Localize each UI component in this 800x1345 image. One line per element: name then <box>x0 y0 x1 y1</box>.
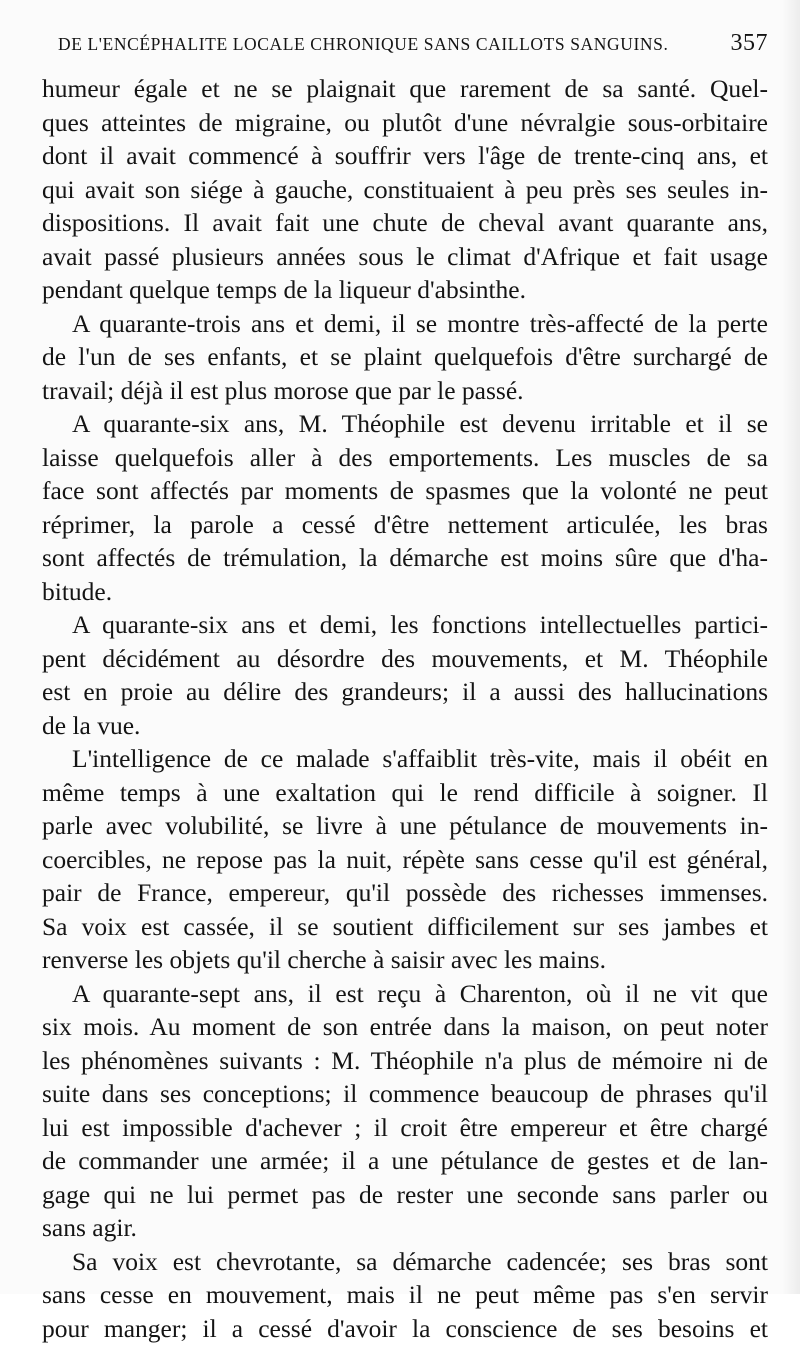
text-line: A quarante-trois ans et demi, il se montre très-affecté de la perte <box>42 307 768 341</box>
text-line: ques atteintes de migraine, ou plutôt d'une névralgie sous-orbitaire <box>42 106 768 140</box>
page-number: 357 <box>731 30 769 57</box>
text-line: A quarante-six ans, M. Théophile est devenu irritable et il se <box>42 407 768 441</box>
text-line: L'intelligence de ce malade s'affaiblit très-vite, mais il obéit en <box>42 742 768 776</box>
text-line: sans agir. <box>42 1211 768 1245</box>
text-line: travail; déjà il est plus morose que par le passé. <box>42 374 768 408</box>
text-line: face sont affectés par moments de spasmes que la volonté ne peut <box>42 474 768 508</box>
text-line: sont affectés de trémulation, la démarche est moins sûre que d'ha- <box>42 541 768 575</box>
body-text <box>42 72 768 1345</box>
running-title: DE L'ENCÉPHALITE LOCALE CHRONIQUE SANS CAILLOTS SANGUINS. <box>58 34 668 55</box>
text-line: pour manger; il a cessé d'avoir la conscience de ses besoins et <box>42 1312 768 1345</box>
text-line: les phénomènes suivants : M. Théophile n'a plus de mémoire ni de <box>42 1044 768 1078</box>
text-line: pair de France, empereur, qu'il possède des richesses immenses. <box>42 876 768 910</box>
text-line: A quarante-sept ans, il est reçu à Charenton, où il ne vit que <box>42 977 768 1011</box>
text-line: pent décidément au désordre des mouvements, et M. Théophile <box>42 642 768 676</box>
text-line: de l'un de ses enfants, et se plaint quelquefois d'être surchargé de <box>42 340 768 374</box>
text-line: humeur égale et ne se plaignait que rarement de sa santé. Quel- <box>42 72 768 106</box>
text-line: coercibles, ne repose pas la nuit, répète sans cesse qu'il est général, <box>42 843 768 877</box>
text-line: qui avait son siége à gauche, constituaient à peu près ses seules in- <box>42 173 768 207</box>
text-line: de commander une armée; il a une pétulance de gestes et de lan- <box>42 1144 768 1178</box>
text-line: parle avec volubilité, se livre à une pétulance de mouvements in- <box>42 809 768 843</box>
text-line: bitude. <box>42 575 768 609</box>
text-line: dispositions. Il avait fait une chute de cheval avant quarante ans, <box>42 206 768 240</box>
text-line: renverse les objets qu'il cherche à saisir avec les mains. <box>42 943 768 977</box>
text-line: suite dans ses conceptions; il commence beaucoup de phrases qu'il <box>42 1077 768 1111</box>
scan-edge-shadow <box>782 0 800 1294</box>
text-line: de la vue. <box>42 709 768 743</box>
text-line: six mois. Au moment de son entrée dans la maison, on peut noter <box>42 1010 768 1044</box>
text-line: même temps à une exaltation qui le rend difficile à soigner. Il <box>42 776 768 810</box>
text-line: Sa voix est cassée, il se soutient difficilement sur ses jambes et <box>42 910 768 944</box>
text-line: avait passé plusieurs années sous le climat d'Afrique et fait usage <box>42 240 768 274</box>
text-line: réprimer, la parole a cessé d'être nettement articulée, les bras <box>42 508 768 542</box>
text-line: gage qui ne lui permet pas de rester une seconde sans parler ou <box>42 1178 768 1212</box>
text-line: pendant quelque temps de la liqueur d'absinthe. <box>42 273 768 307</box>
text-line: sans cesse en mouvement, mais il ne peut même pas s'en servir <box>42 1278 768 1312</box>
running-head <box>58 30 768 64</box>
text-line: Sa voix est chevrotante, sa démarche cadencée; ses bras sont <box>42 1245 768 1279</box>
text-line: A quarante-six ans et demi, les fonctions intellectuelles partici- <box>42 608 768 642</box>
text-line: est en proie au délire des grandeurs; il a aussi des hallucinations <box>42 675 768 709</box>
text-line: laisse quelquefois aller à des emportements. Les muscles de sa <box>42 441 768 475</box>
text-line: lui est impossible d'achever ; il croit être empereur et être chargé <box>42 1111 768 1145</box>
text-line: dont il avait commencé à souffrir vers l'âge de trente-cinq ans, et <box>42 139 768 173</box>
